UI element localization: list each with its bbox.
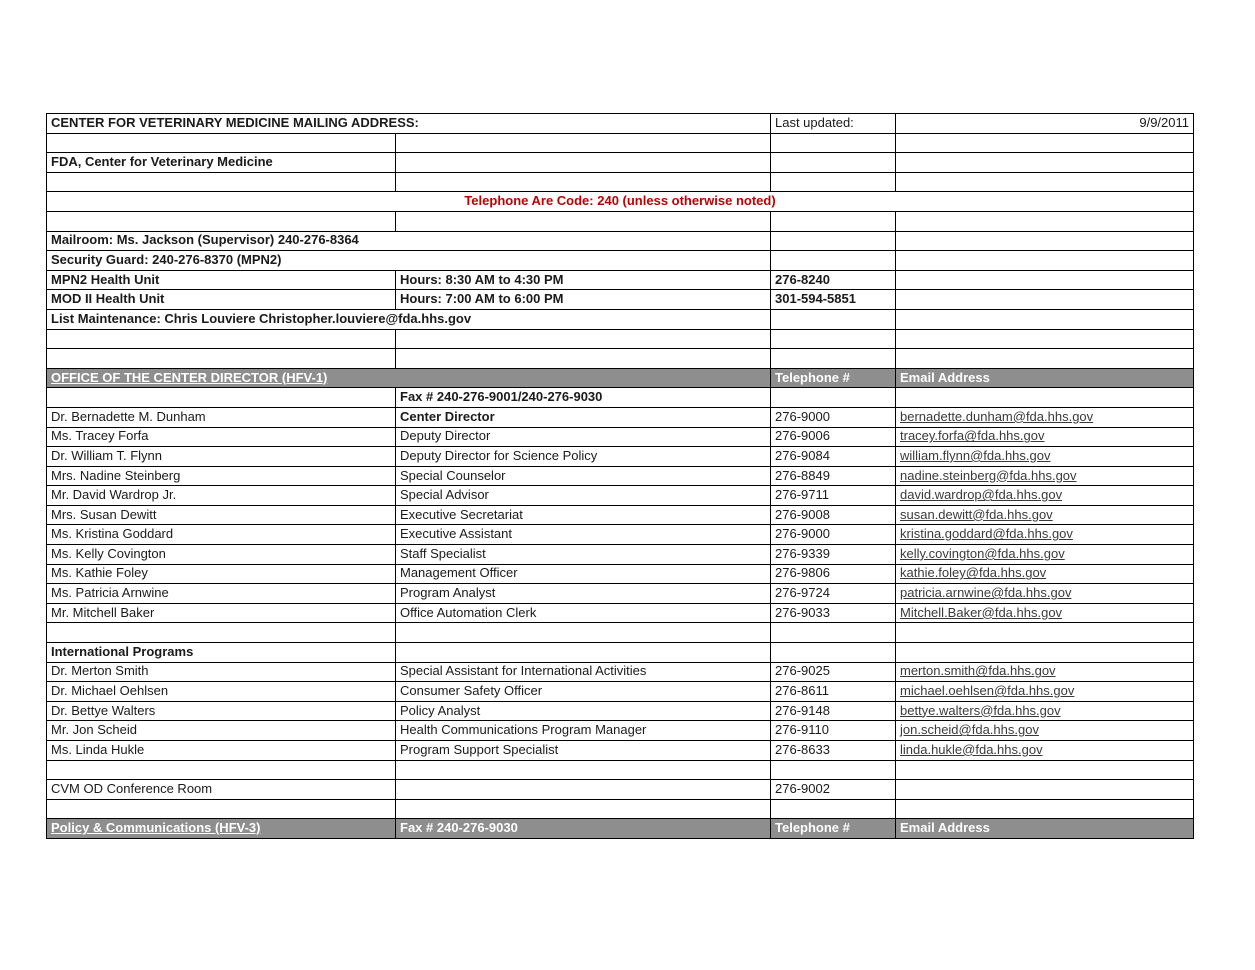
person-name: Dr. Bernadette M. Dunham [47,407,396,427]
email-link[interactable]: david.wardrop@fda.hhs.gov [896,486,1194,506]
cell [771,623,896,643]
job-title: Staff Specialist [396,545,771,565]
email-link[interactable]: kelly.covington@fda.hhs.gov [896,545,1194,565]
job-title: Program Analyst [396,584,771,604]
table-row [47,486,1194,506]
cell [896,172,1194,192]
cell [896,799,1194,819]
table-row [47,192,1194,212]
email-link[interactable]: jon.scheid@fda.hhs.gov [896,721,1194,741]
phone-number: 276-9033 [771,603,896,623]
room-name: CVM OD Conference Room [47,780,396,800]
phone-number: 276-9148 [771,701,896,721]
job-title: Deputy Director for Science Policy [396,447,771,467]
job-title: Executive Secretariat [396,505,771,525]
job-title: Program Support Specialist [396,741,771,761]
column-header-phone: Telephone # [771,819,896,839]
table-row [47,427,1194,447]
job-title: Management Officer [396,564,771,584]
phone-number: 276-9806 [771,564,896,584]
table-row [47,819,1194,839]
email-link[interactable]: michael.oehlsen@fda.hhs.gov [896,682,1194,702]
email-link[interactable]: william.flynn@fda.hhs.gov [896,447,1194,467]
table-row [47,251,1194,271]
cell [47,623,396,643]
column-header-phone: Telephone # [771,368,896,388]
phone-number: 301-594-5851 [771,290,896,310]
person-name: Ms. Patricia Arnwine [47,584,396,604]
table-row [47,623,1194,643]
table-row [47,701,1194,721]
phone-number: 276-9000 [771,525,896,545]
person-name: Ms. Kathie Foley [47,564,396,584]
phone-number: 276-9025 [771,662,896,682]
table-row [47,545,1194,565]
phone-number: 276-9724 [771,584,896,604]
cell [896,133,1194,153]
cell [771,799,896,819]
phone-number: 276-8611 [771,682,896,702]
table-row [47,153,1194,173]
cell [896,211,1194,231]
table-row [47,525,1194,545]
cell [396,760,771,780]
person-name: Ms. Tracey Forfa [47,427,396,447]
phone-number: 276-9084 [771,447,896,467]
cell [47,349,396,369]
person-name: Mr. David Wardrop Jr. [47,486,396,506]
section-header: OFFICE OF THE CENTER DIRECTOR (HFV-1) [47,368,771,388]
cell [771,643,896,663]
phone-number: 276-9711 [771,486,896,506]
person-name: Ms. Linda Hukle [47,741,396,761]
cell [47,760,396,780]
phone-number: 276-9006 [771,427,896,447]
cell [47,388,396,408]
table-row [47,643,1194,663]
cell [47,172,396,192]
column-header-email: Email Address [896,819,1194,839]
person-name: Dr. Merton Smith [47,662,396,682]
job-title: Special Advisor [396,486,771,506]
cell [771,133,896,153]
cell [771,329,896,349]
cell [896,388,1194,408]
table-row [47,505,1194,525]
table-row [47,270,1194,290]
health-unit-name: MOD II Health Unit [47,290,396,310]
phone-number: 276-9339 [771,545,896,565]
cell [771,349,896,369]
health-unit-hours: Hours: 8:30 AM to 4:30 PM [396,270,771,290]
email-link[interactable]: nadine.steinberg@fda.hhs.gov [896,466,1194,486]
email-link[interactable]: kathie.foley@fda.hhs.gov [896,564,1194,584]
cell [896,251,1194,271]
fax-number: Fax # 240-276-9001/240-276-9030 [396,388,771,408]
table-row [47,682,1194,702]
table-row [47,290,1194,310]
table-row [47,231,1194,251]
person-name: Mrs. Nadine Steinberg [47,466,396,486]
cell [771,211,896,231]
table-row [47,447,1194,467]
spreadsheet-page [46,113,1194,839]
cell [771,231,896,251]
email-link[interactable]: tracey.forfa@fda.hhs.gov [896,427,1194,447]
fax-number: Fax # 240-276-9030 [396,819,771,839]
doc-title: CENTER FOR VETERINARY MEDICINE MAILING ADDRESS: [47,114,771,134]
email-link[interactable]: patricia.arnwine@fda.hhs.gov [896,584,1194,604]
contact-table-body [47,114,1194,839]
last-updated-label: Last updated: [771,114,896,134]
person-name: Mr. Jon Scheid [47,721,396,741]
cell [47,799,396,819]
table-row [47,388,1194,408]
cell [896,270,1194,290]
table-row [47,329,1194,349]
person-name: Dr. Bettye Walters [47,701,396,721]
job-title: Office Automation Clerk [396,603,771,623]
table-row [47,211,1194,231]
person-name: Dr. William T. Flynn [47,447,396,467]
job-title: Special Assistant for International Activities [396,662,771,682]
cell [396,643,771,663]
table-row [47,603,1194,623]
contact-table [46,113,1194,839]
org-name: FDA, Center for Veterinary Medicine [47,153,396,173]
person-name: Mr. Mitchell Baker [47,603,396,623]
table-row [47,780,1194,800]
cell [396,153,771,173]
table-row [47,172,1194,192]
cell [896,349,1194,369]
cell [396,780,771,800]
column-header-email: Email Address [896,368,1194,388]
cell [896,780,1194,800]
phone-number: 276-9008 [771,505,896,525]
security-guard-info: Security Guard: 240-276-8370 (MPN2) [47,251,771,271]
mailroom-info: Mailroom: Ms. Jackson (Supervisor) 240-276-8364 [47,231,771,251]
table-row [47,133,1194,153]
cell [896,760,1194,780]
table-row [47,584,1194,604]
table-row [47,564,1194,584]
job-title: Policy Analyst [396,701,771,721]
person-name: Mrs. Susan Dewitt [47,505,396,525]
cell [771,251,896,271]
table-row [47,466,1194,486]
table-row [47,368,1194,388]
table-row [47,114,1194,134]
email-link[interactable]: bettye.walters@fda.hhs.gov [896,701,1194,721]
cell [771,153,896,173]
cell [771,172,896,192]
table-row [47,407,1194,427]
cell [47,211,396,231]
cell [896,153,1194,173]
cell [47,133,396,153]
cell [896,329,1194,349]
table-row [47,662,1194,682]
email-link[interactable]: merton.smith@fda.hhs.gov [896,662,1194,682]
table-row [47,349,1194,369]
job-title: Special Counselor [396,466,771,486]
cell [396,623,771,643]
cell [396,349,771,369]
cell [396,329,771,349]
person-name: Dr. Michael Oehlsen [47,682,396,702]
email-link[interactable]: bernadette.dunham@fda.hhs.gov [896,407,1194,427]
list-maintenance-info: List Maintenance: Chris Louviere Christopher.louviere@fda.hhs.gov [47,309,771,329]
phone-number: 276-9110 [771,721,896,741]
phone-number: 276-9000 [771,407,896,427]
cell [396,799,771,819]
cell [896,309,1194,329]
cell [896,623,1194,643]
phone-number: 276-8633 [771,741,896,761]
person-name: Ms. Kelly Covington [47,545,396,565]
table-row [47,799,1194,819]
subsection-header: International Programs [47,643,396,663]
phone-number: 276-8240 [771,270,896,290]
email-link[interactable]: kristina.goddard@fda.hhs.gov [896,525,1194,545]
email-link[interactable]: Mitchell.Baker@fda.hhs.gov [896,603,1194,623]
cell [896,290,1194,310]
cell [771,760,896,780]
health-unit-name: MPN2 Health Unit [47,270,396,290]
table-row [47,721,1194,741]
cell [396,172,771,192]
cell [47,329,396,349]
cell [771,309,896,329]
section-header: Policy & Communications (HFV-3) [47,819,396,839]
cell [896,231,1194,251]
cell [896,643,1194,663]
person-name: Ms. Kristina Goddard [47,525,396,545]
cell [396,211,771,231]
cell [396,133,771,153]
table-row [47,309,1194,329]
job-title: Deputy Director [396,427,771,447]
phone-number: 276-9002 [771,780,896,800]
job-title: Health Communications Program Manager [396,721,771,741]
last-updated-date: 9/9/2011 [896,114,1194,134]
table-row [47,760,1194,780]
table-row [47,741,1194,761]
area-code-notice: Telephone Are Code: 240 (unless otherwise noted) [47,192,1194,212]
job-title: Consumer Safety Officer [396,682,771,702]
health-unit-hours: Hours: 7:00 AM to 6:00 PM [396,290,771,310]
email-link[interactable]: linda.hukle@fda.hhs.gov [896,741,1194,761]
job-title: Center Director [396,407,771,427]
phone-number: 276-8849 [771,466,896,486]
job-title: Executive Assistant [396,525,771,545]
email-link[interactable]: susan.dewitt@fda.hhs.gov [896,505,1194,525]
cell [771,388,896,408]
